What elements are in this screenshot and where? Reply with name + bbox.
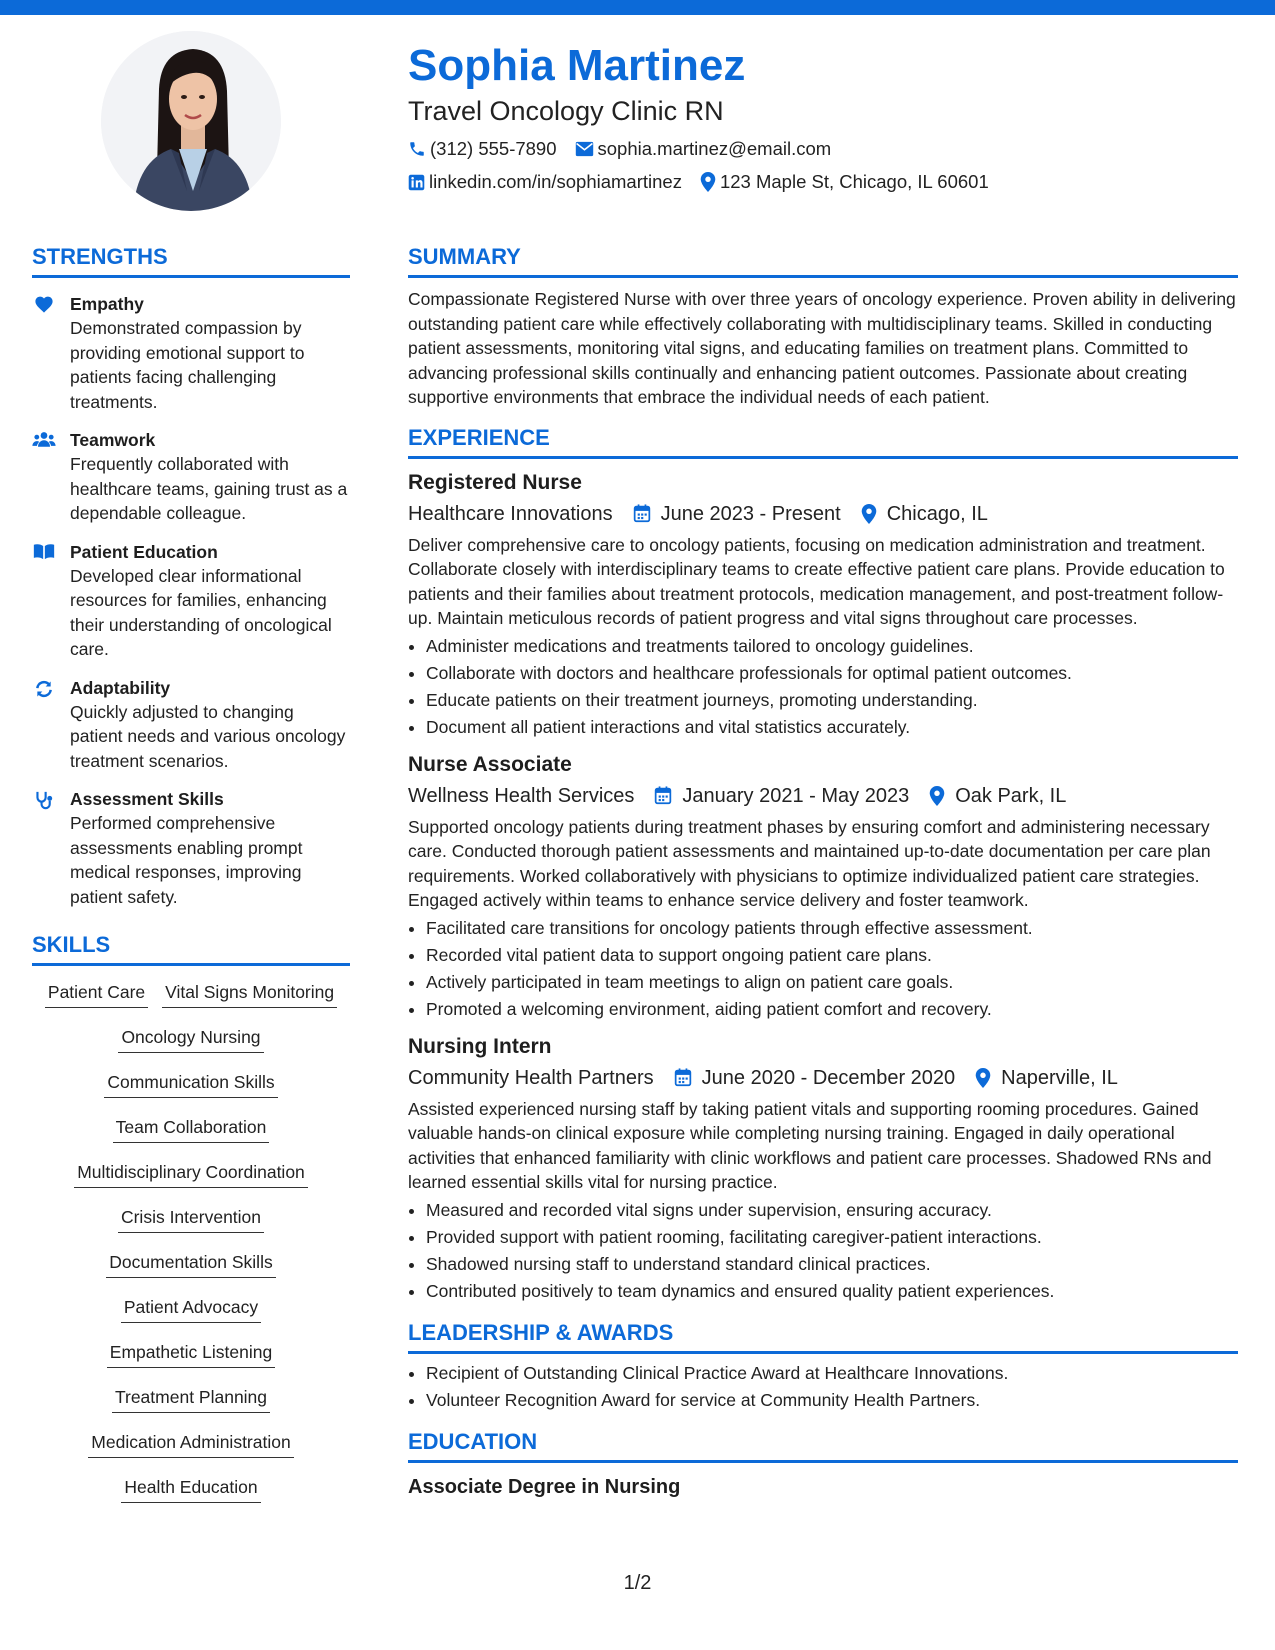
page-number: 1/2 <box>623 1572 652 1594</box>
strength-item <box>32 540 350 662</box>
job-company: Wellness Health Services <box>408 784 635 807</box>
location-pin-icon <box>929 786 945 806</box>
award-item: • Volunteer Recognition Award for service at Community Health Partners. <box>426 1387 1238 1414</box>
bullet-item: • Recorded vital patient data to support ongoing patient care plans. <box>426 942 1238 969</box>
skill-tag: Crisis Intervention <box>118 1205 264 1233</box>
job-entry <box>408 1033 1238 1305</box>
job-location: Naperville, IL <box>1001 1066 1118 1089</box>
strength-desc: Developed clear informational resources for families, enhancing their understanding of oncological care. <box>70 565 332 659</box>
bullet-item: • Contributed positively to team dynamics and ensured quality patient experiences. <box>426 1278 1238 1305</box>
location-pin-icon <box>975 1068 991 1088</box>
strength-desc: Frequently collaborated with healthcare teams, gaining trust as a dependable colleague. <box>70 454 348 523</box>
strength-desc: Performed comprehensive assessments enabling prompt medical responses, improving patient safety. <box>70 813 303 907</box>
job-bullets <box>408 1197 1238 1305</box>
left-column <box>32 243 350 1520</box>
job-meta <box>408 781 1238 811</box>
email-icon <box>575 141 594 157</box>
strength-item <box>32 676 350 774</box>
job-dates: January 2021 - May 2023 <box>682 784 910 807</box>
leadership-heading: LEADERSHIP & AWARDS <box>408 1319 1238 1354</box>
right-column <box>408 243 1238 1501</box>
calendar-icon <box>674 1068 692 1087</box>
skills-heading: SKILLS <box>32 931 350 966</box>
degree-title: Associate Degree in Nursing <box>408 1475 681 1498</box>
strength-title: Patient Education <box>70 541 218 562</box>
calendar-icon <box>654 786 672 805</box>
linkedin-text: linkedin.com/in/sophiamartinez <box>429 171 682 192</box>
bullet-item: • Measured and recorded vital signs under supervision, ensuring accuracy. <box>426 1197 1238 1224</box>
strength-desc: Demonstrated compassion by providing emotional support to patients facing challenging treatments. <box>70 318 305 412</box>
job-dates: June 2020 - December 2020 <box>701 1066 956 1089</box>
job-dates: June 2023 - Present <box>660 502 841 525</box>
summary-heading: SUMMARY <box>408 243 1238 278</box>
candidate-name: Sophia Martinez <box>408 41 746 90</box>
job-meta <box>408 1063 1238 1093</box>
skill-tag: Documentation Skills <box>106 1250 275 1278</box>
job-location: Oak Park, IL <box>955 784 1067 807</box>
skill-tag: Multidisciplinary Coordination <box>74 1160 308 1188</box>
skill-tag: Communication Skills <box>104 1070 277 1098</box>
resume-header <box>408 40 1238 194</box>
contact-row-2 <box>408 170 1238 194</box>
award-item: • Recipient of Outstanding Clinical Practice Award at Healthcare Innovations. <box>426 1360 1238 1387</box>
skill-tag: Team Collaboration <box>113 1115 270 1143</box>
phone-icon <box>408 140 426 158</box>
job-title: Registered Nurse <box>408 470 582 494</box>
strength-title: Adaptability <box>70 677 171 698</box>
bullet-item: • Provided support with patient rooming, facilitating caregiver-patient interactions. <box>426 1224 1238 1251</box>
bullet-item: • Facilitated care transitions for oncology patients through effective assessment. <box>426 915 1238 942</box>
skill-tag: Health Education <box>121 1475 260 1503</box>
job-company: Healthcare Innovations <box>408 502 613 525</box>
bullet-item: • Administer medications and treatments tailored to oncology guidelines. <box>426 633 1238 660</box>
summary-text: Compassionate Registered Nurse with over three years of oncology experience. Proven ability in delivering outstanding patient care while effectively collaborating with multidisciplinary teams. Skilled in conducting patient assessments, monitoring vital signs, and educating families on treatment plans. Committed to advancing professional skills continually and enhancing patient outcomes. Passionate about creating supportive environments that embrace the individual needs of each patient. <box>408 289 1236 407</box>
education-heading: EDUCATION <box>408 1428 1238 1463</box>
email-contact[interactable] <box>575 138 832 160</box>
job-location: Chicago, IL <box>886 502 988 525</box>
address-text: 123 Maple St, Chicago, IL 60601 <box>719 171 989 192</box>
strength-title: Assessment Skills <box>70 789 224 809</box>
skill-tag: Medication Administration <box>88 1430 293 1458</box>
strength-item <box>32 292 350 414</box>
leadership-list <box>408 1360 1238 1414</box>
job-description: Assisted experienced nursing staff by taking patient vitals and supporting rooming procedures. Gained valuable hands-on clinical exposure while completing nursing training. Engaged in daily operational activities that enhanced familiarity with clinic workflows and patient care processes. Shadowed RNs and learned essential skills vital for nursing practice. <box>408 1098 1212 1192</box>
job-bullets <box>408 915 1238 1023</box>
location-pin-icon <box>700 172 716 192</box>
strength-title: Empathy <box>70 294 144 314</box>
strengths-heading: STRENGTHS <box>32 243 350 278</box>
job-entry <box>408 469 1238 741</box>
strength-item <box>32 428 350 526</box>
strength-desc: Quickly adjusted to changing patient needs and various oncology treatment scenarios. <box>70 701 346 771</box>
bullet-item: • Shadowed nursing staff to understand standard clinical practices. <box>426 1251 1238 1278</box>
location-pin-icon <box>861 504 877 524</box>
heart-icon <box>34 295 54 313</box>
skill-tag: Patient Care <box>45 980 148 1008</box>
address-contact <box>700 171 989 193</box>
contact-row-1 <box>408 137 1238 161</box>
bullet-item: • Educate patients on their treatment journeys, promoting understanding. <box>426 687 1238 714</box>
job-bullets <box>408 633 1238 741</box>
bullet-item: • Collaborate with doctors and healthcare professionals for optimal patient outcomes. <box>426 660 1238 687</box>
candidate-title: Travel Oncology Clinic RN <box>408 96 724 126</box>
experience-heading: EXPERIENCE <box>408 424 1238 459</box>
linkedin-contact[interactable] <box>408 171 682 193</box>
skills-list <box>32 980 350 1520</box>
job-title: Nursing Intern <box>408 1034 552 1058</box>
job-entry <box>408 751 1238 1023</box>
skill-tag: Oncology Nursing <box>118 1025 263 1053</box>
strength-title: Teamwork <box>70 430 156 450</box>
sync-icon <box>34 679 54 699</box>
strength-item <box>32 787 350 909</box>
bullet-item: • Actively participated in team meetings to align on patient care goals. <box>426 969 1238 996</box>
top-accent-bar <box>0 0 1275 15</box>
job-description: Supported oncology patients during treatment phases by ensuring comfort and administering necessary care. Conducted thorough patient assessments and maintained up-to-date documentation per care plan requirements. Worked collaboratively with physicians to optimize individualized patient care strategies. Engaged actively within teams to enhance service delivery and foster teamwork. <box>408 816 1211 910</box>
skill-tag: Treatment Planning <box>112 1385 270 1413</box>
job-meta <box>408 499 1238 529</box>
stethoscope-icon <box>35 790 53 810</box>
skill-tag: Vital Signs Monitoring <box>162 980 337 1008</box>
skill-tag: Empathetic Listening <box>107 1340 275 1368</box>
job-company: Community Health Partners <box>408 1066 654 1089</box>
bullet-item: • Promoted a welcoming environment, aiding patient comfort and recovery. <box>426 996 1238 1023</box>
calendar-icon <box>633 504 651 523</box>
phone-contact[interactable] <box>408 138 557 160</box>
job-title: Nurse Associate <box>408 752 572 776</box>
job-description: Deliver comprehensive care to oncology patients, focusing on medication administration and treatment. Collaborate closely with interdisciplinary teams to create effective patient care plans. Provide education to patients and their families about treatment protocols, medication management, and post-treatment follow-up. Maintain meticulous records of patient progress and vital signs throughout care processes. <box>408 534 1225 628</box>
book-icon <box>33 543 55 560</box>
phone-text: (312) 555-7890 <box>430 138 557 159</box>
email-text: sophia.martinez@email.com <box>597 138 832 159</box>
users-icon <box>32 431 56 448</box>
skill-tag: Patient Advocacy <box>121 1295 261 1323</box>
profile-photo <box>101 31 281 211</box>
linkedin-icon <box>408 174 425 191</box>
bullet-item: • Document all patient interactions and vital statistics accurately. <box>426 714 1238 741</box>
